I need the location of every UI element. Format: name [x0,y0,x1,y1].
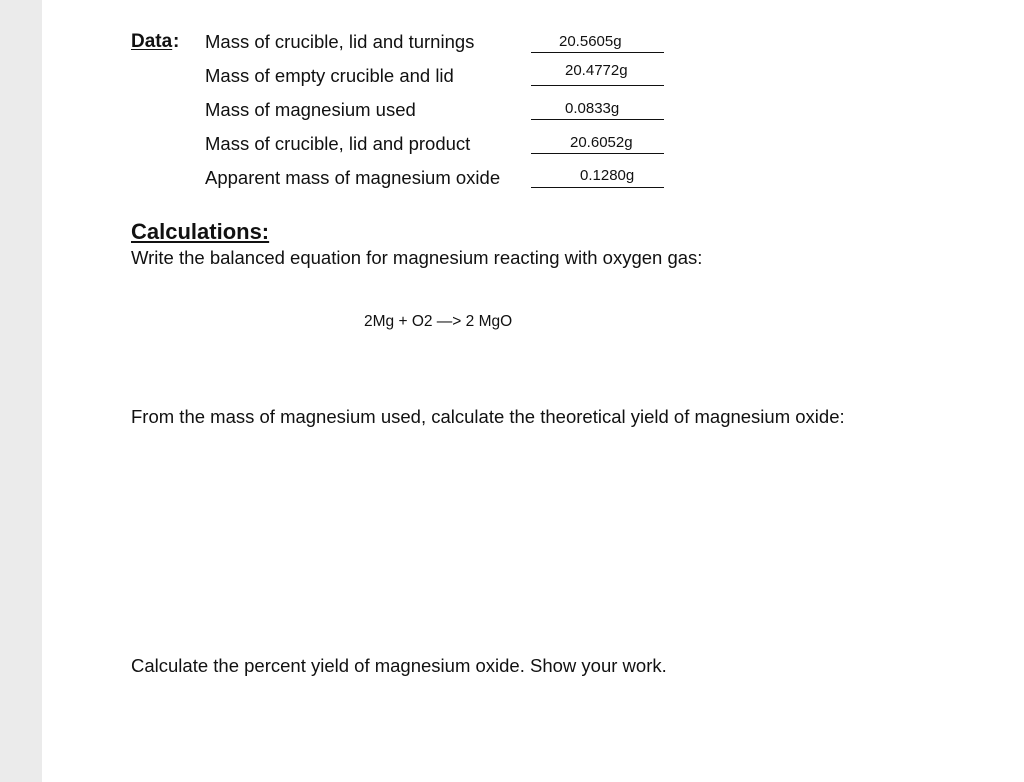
data-row-label-crucible-lid-turnings: Mass of crucible, lid and turnings [205,31,475,52]
data-row-label-crucible-lid-product: Mass of crucible, lid and product [205,133,471,154]
document-left-margin [0,0,42,782]
data-heading: Data [131,31,173,52]
theoretical-yield-prompt: From the mass of magnesium used, calculate the theoretical yield of magnesium oxide: [131,406,845,427]
data-row-value-2: 20.4772g [565,62,628,79]
data-row-value-4: 20.6052g [570,134,633,151]
data-row-label-magnesium-used: Mass of magnesium used [205,99,416,120]
percent-yield-prompt: Calculate the percent yield of magnesium oxide. Show your work. [131,655,667,676]
data-row-value-3: 0.0833g [565,100,620,117]
data-row-value-5: 0.1280g [580,167,635,184]
calculations-heading: Calculations: [131,219,270,244]
balanced-equation-prompt: Write the balanced equation for magnesium reacting with oxygen gas: [131,247,703,268]
data-row-value-1: 20.5605g [559,33,622,50]
data-row-label-apparent-mass-oxide: Apparent mass of magnesium oxide [205,167,501,188]
balanced-equation-answer: 2Mg + O2 —> 2 MgO [364,313,513,330]
data-row-label-empty-crucible-lid: Mass of empty crucible and lid [205,65,454,86]
data-heading-colon: : [173,31,180,52]
